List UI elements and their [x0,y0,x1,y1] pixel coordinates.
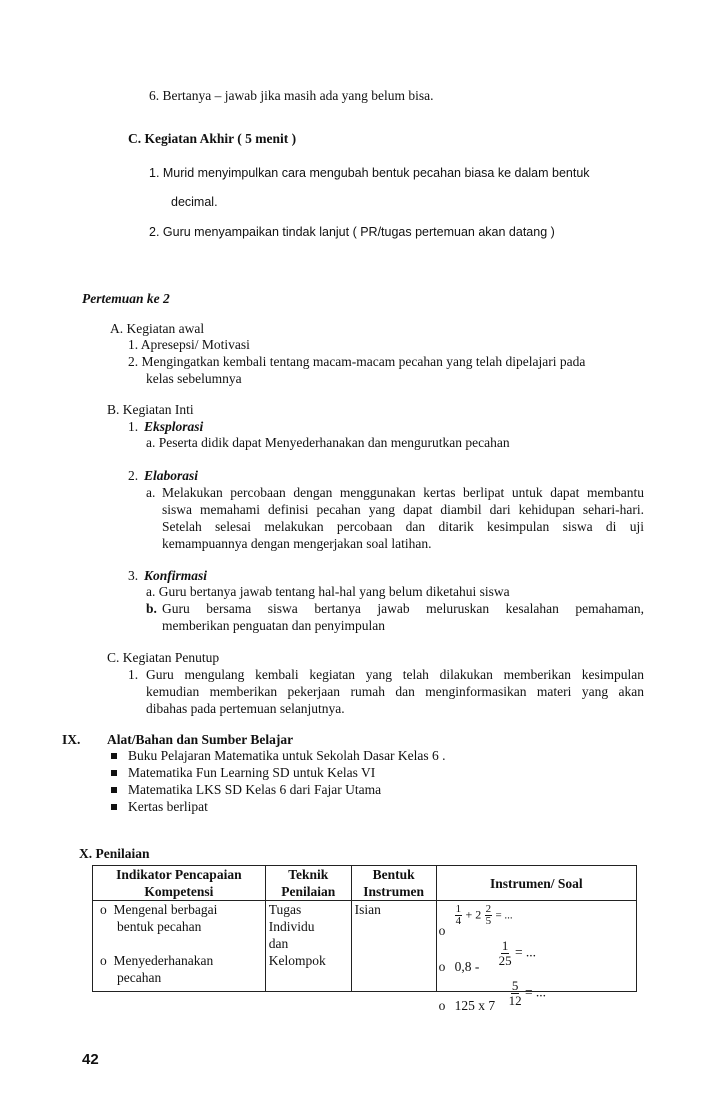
table-row [93,901,637,992]
question-3-fraction: $\frac{5}{12}$ = ... [508,978,547,1008]
kegiatan-inti-heading: B. Kegiatan Inti [107,402,194,417]
bullet-icon [111,770,117,776]
penutup-line: kemudian memberikan pekerjaan rumah dan menginformasikan materi yang akan [146,684,644,699]
kegiatan-akhir-heading: C. Kegiatan Akhir ( 5 menit ) [128,131,297,146]
kegiatan-awal-item-2-cont: kelas sebelumnya [146,371,242,386]
section-x-title: X. Penilaian [79,846,150,861]
question-1: $\frac{1}{4}$ + 2 $\frac{2}{5}$ = ... [455,903,513,927]
elaborasi-line: kemampuannya dengan mengerjakan soal latihan. [162,536,432,551]
resource-item: Matematika LKS SD Kelas 6 dari Fajar Utama [128,782,382,797]
kegiatan-awal-item-1: 1. Apresepsi/ Motivasi [128,337,250,352]
kegiatan-awal-heading: A. Kegiatan awal [110,321,205,336]
resource-item: Buku Pelajaran Matematika untuk Sekolah Dasar Kelas 6 . [128,748,446,763]
question-2-prefix: 0,8 - [454,959,480,974]
eksplorasi-item-a: a. Peserta didik dapat Menyederhanakan dan mengurutkan pecahan [146,435,510,450]
section-ix-title: Alat/Bahan dan Sumber Belajar [107,732,294,747]
indikator-cell: o Mengenal berbagai bentuk pecahan o Menyederhanakan pecahan [93,901,266,992]
item-6: 6. Bertanya – jawab jika masih ada yang belum bisa. [149,88,434,103]
bullet-icon [111,753,117,759]
elaborasi-line: siswa memahami definisi pecahan yang dapat diambil dari kehidupan sehari-hari. [162,502,644,517]
question-3-prefix: 125 x 7 [454,998,496,1013]
eksplorasi-num: 1. [128,419,139,434]
resource-item: Kertas berlipat [128,799,208,814]
teknik-cell: Tugas Individu dan Kelompok [265,901,351,992]
konfirmasi-item-b-cont: memberikan penguatan dan penyimpulan [162,618,386,633]
elaborasi-line: Setelah selesai melakukan percobaan dan ditarik kesimpulan siswa di uji [162,519,644,534]
table-header-row [93,866,637,901]
page-number: 42 [82,1051,99,1068]
kegiatan-awal-item-2: 2. Mengingatkan kembali tentang macam-macam pecahan yang telah dipelajari pada [128,354,586,369]
elaborasi-item-a-letter: a. [146,485,156,500]
penutup-num: 1. [128,667,139,682]
soal-cell: o $\frac{1}{4}$ + 2 $\frac{2}{5}$ = ... o 0,8 - $\frac{1}{25}$ = ... o 125 x 7 $\frac{5}{12}$ = ... [436,901,636,992]
bullet-icon [111,787,117,793]
header-soal: Instrumen/ Soal [436,866,636,901]
konfirmasi-num: 3. [128,568,139,583]
kegiatan-penutup-heading: C. Kegiatan Penutup [107,650,220,665]
penilaian-table [92,865,637,1013]
section-ix-number: IX. [62,732,81,747]
header-teknik: Teknik Penilaian [265,866,351,901]
question-2-fraction: $\frac{1}{25}$ = ... [498,938,537,968]
pertemuan-title: Pertemuan ke 2 [82,291,170,306]
konfirmasi-item-b-letter: b. [146,601,157,616]
penutup-line: dibahas pada pertemuan selanjutnya. [146,701,345,716]
header-bentuk: Bentuk Instrumen [351,866,436,901]
bentuk-cell: Isian [351,901,436,992]
kegiatan-akhir-item-1: 1. Murid menyimpulkan cara mengubah bentuk pecahan biasa ke dalam bentuk [149,166,590,180]
eksplorasi-title: Eksplorasi [144,419,204,434]
penutup-line: Guru mengulang kembali kegiatan yang telah dilakukan memberikan kesimpulan [146,667,644,682]
konfirmasi-title: Konfirmasi [144,568,208,583]
resource-item: Matematika Fun Learning SD untuk Kelas VI [128,765,376,780]
bullet-icon [111,804,117,810]
kegiatan-akhir-item-2: 2. Guru menyampaikan tindak lanjut ( PR/tugas pertemuan akan datang ) [149,225,555,239]
konfirmasi-item-a: a. Guru bertanya jawab tentang hal-hal yang belum diketahui siswa [146,584,510,599]
elaborasi-num: 2. [128,468,139,483]
header-indikator: Indikator Pencapaian Kompetensi [93,866,266,901]
kegiatan-akhir-item-1-cont: decimal. [171,195,218,209]
elaborasi-line: Melakukan percobaan dengan menggunakan kertas berlipat untuk dapat membantu [162,485,644,500]
konfirmasi-item-b: Guru bersama siswa bertanya jawab meluruskan kesalahan pemahaman, [162,601,644,616]
elaborasi-title: Elaborasi [144,468,199,483]
